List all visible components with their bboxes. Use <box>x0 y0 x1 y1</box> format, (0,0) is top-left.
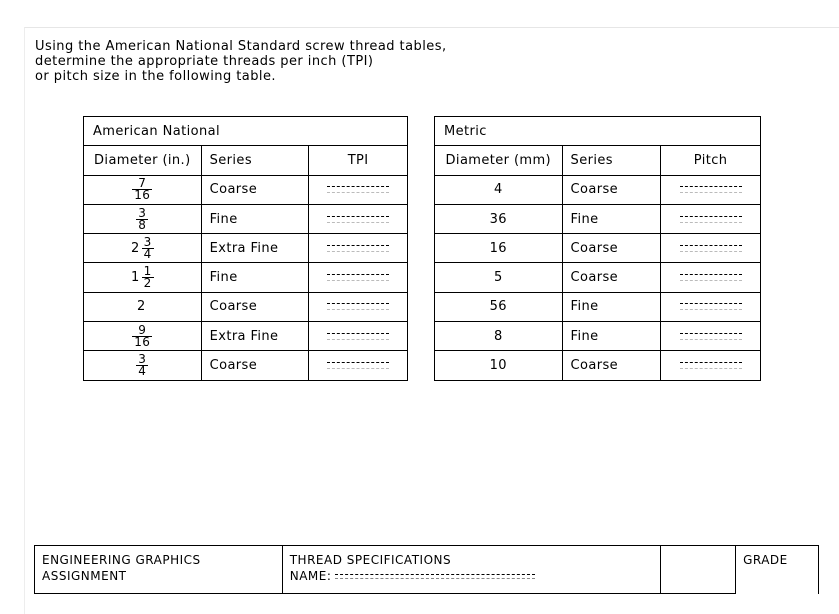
metric-table-title: Metric <box>435 117 761 146</box>
metric-series-cell: Coarse <box>562 351 661 380</box>
course-assignment-label: ASSIGNMENT <box>42 569 127 583</box>
tpi-answer-blank[interactable] <box>327 216 389 223</box>
metric-diameter-cell: 4 <box>435 175 563 204</box>
tpi-answer-cell[interactable] <box>309 292 408 321</box>
diameter-fraction <box>136 205 148 232</box>
pitch-answer-cell[interactable] <box>661 204 761 233</box>
american-table-row <box>84 204 408 233</box>
american-table-row <box>84 234 408 263</box>
metric-header-pitch: Pitch <box>661 146 761 175</box>
american-series-cell: Fine <box>201 204 309 233</box>
american-table-row <box>84 351 408 380</box>
american-table-row <box>84 263 408 292</box>
metric-diameter-cell: 5 <box>435 263 563 292</box>
fraction-numerator: 3 <box>138 352 147 367</box>
metric-table-row <box>435 204 761 233</box>
american-header-series: Series <box>201 146 309 175</box>
fraction-numerator: 1 <box>143 264 152 279</box>
instructions-line-2: determine the appropriate threads per inch (TPI) <box>35 54 374 69</box>
pitch-answer-blank[interactable] <box>680 186 742 193</box>
tpi-answer-blank[interactable] <box>327 274 389 281</box>
tpi-answer-blank[interactable] <box>327 333 389 340</box>
metric-header-series: Series <box>562 146 661 175</box>
pitch-answer-cell[interactable] <box>661 292 761 321</box>
fraction-numerator: 7 <box>138 176 147 191</box>
metric-table-row <box>435 234 761 263</box>
american-table-title: American National <box>84 117 408 146</box>
metric-table <box>434 116 761 381</box>
pitch-answer-blank[interactable] <box>680 333 742 340</box>
grade-cell <box>736 546 819 594</box>
diameter-fraction <box>132 178 152 201</box>
fraction-numerator: 3 <box>138 205 147 220</box>
american-diameter-cell <box>84 204 202 233</box>
american-diameter-cell <box>84 175 202 204</box>
diameter-whole: 2 <box>136 299 146 315</box>
name-field[interactable] <box>335 574 535 579</box>
diameter-whole: 2 <box>130 240 140 256</box>
metric-diameter-cell: 36 <box>435 204 563 233</box>
metric-table-body <box>435 175 761 380</box>
pitch-answer-cell[interactable] <box>661 322 761 351</box>
tpi-answer-cell[interactable] <box>309 175 408 204</box>
fraction-denominator: 2 <box>143 276 152 291</box>
pitch-answer-cell[interactable] <box>661 263 761 292</box>
blank-cell <box>661 546 736 594</box>
fraction-denominator: 8 <box>138 217 147 232</box>
metric-table-row <box>435 175 761 204</box>
diameter-fraction <box>136 354 148 377</box>
fraction-numerator: 9 <box>138 322 147 337</box>
metric-diameter-cell: 56 <box>435 292 563 321</box>
metric-series-cell: Coarse <box>562 175 661 204</box>
american-series-cell: Coarse <box>201 351 309 380</box>
title-block <box>34 545 819 594</box>
metric-diameter-cell: 8 <box>435 322 563 351</box>
metric-series-cell: Fine <box>562 322 661 351</box>
metric-series-cell: Fine <box>562 292 661 321</box>
american-diameter-cell <box>84 263 202 292</box>
diameter-fraction <box>132 322 152 349</box>
pitch-answer-cell[interactable] <box>661 234 761 263</box>
pitch-answer-cell[interactable] <box>661 351 761 380</box>
name-label: NAME: <box>289 569 332 583</box>
american-table-row <box>84 322 408 351</box>
metric-series-cell: Coarse <box>562 263 661 292</box>
metric-diameter-cell: 16 <box>435 234 563 263</box>
tpi-answer-cell[interactable] <box>309 263 408 292</box>
assignment-cell <box>282 546 661 594</box>
american-diameter-cell <box>84 292 202 321</box>
tpi-answer-cell[interactable] <box>309 204 408 233</box>
tpi-answer-cell[interactable] <box>309 322 408 351</box>
american-diameter-cell <box>84 351 202 380</box>
pitch-answer-blank[interactable] <box>680 216 742 223</box>
pitch-answer-cell[interactable] <box>661 175 761 204</box>
pitch-answer-blank[interactable] <box>680 362 742 369</box>
tpi-answer-blank[interactable] <box>327 186 389 193</box>
metric-series-cell: Coarse <box>562 234 661 263</box>
pitch-answer-blank[interactable] <box>680 303 742 310</box>
grade-label: GRADE <box>743 553 788 567</box>
tpi-answer-blank[interactable] <box>327 245 389 252</box>
course-cell <box>35 546 283 594</box>
american-diameter-cell <box>84 322 202 351</box>
fraction-denominator: 16 <box>134 188 151 203</box>
instructions-line-3: or pitch size in the following table. <box>35 69 276 84</box>
tpi-answer-blank[interactable] <box>327 362 389 369</box>
pitch-answer-blank[interactable] <box>680 245 742 252</box>
american-series-cell: Coarse <box>201 292 309 321</box>
diameter-fraction <box>142 234 154 261</box>
instructions-line-1: Using the American National Standard screw thread tables, <box>35 39 447 54</box>
metric-table-row <box>435 292 761 321</box>
tpi-answer-blank[interactable] <box>327 303 389 310</box>
american-series-cell: Extra Fine <box>201 322 309 351</box>
american-series-cell: Extra Fine <box>201 234 309 263</box>
fraction-denominator: 4 <box>143 246 152 261</box>
instructions-text <box>35 39 447 84</box>
american-table-row <box>84 292 408 321</box>
tpi-answer-cell[interactable] <box>309 234 408 263</box>
american-table-row <box>84 175 408 204</box>
pitch-answer-blank[interactable] <box>680 274 742 281</box>
metric-series-cell: Fine <box>562 204 661 233</box>
metric-table-row <box>435 322 761 351</box>
assignment-title: THREAD SPECIFICATIONS <box>289 553 452 567</box>
fraction-denominator: 16 <box>134 334 151 349</box>
course-name: ENGINEERING GRAPHICS <box>42 553 201 567</box>
metric-table-row <box>435 263 761 292</box>
american-series-cell: Fine <box>201 263 309 292</box>
american-header-tpi: TPI <box>309 146 408 175</box>
american-diameter-cell <box>84 234 202 263</box>
tpi-answer-cell[interactable] <box>309 351 408 380</box>
diameter-whole: 1 <box>130 270 140 286</box>
american-header-diameter: Diameter (in.) <box>84 146 202 175</box>
american-table-body <box>84 175 408 380</box>
american-national-table <box>83 116 408 381</box>
metric-header-diameter: Diameter (mm) <box>435 146 563 175</box>
fraction-denominator: 4 <box>138 364 147 379</box>
metric-diameter-cell: 10 <box>435 351 563 380</box>
diameter-fraction <box>142 266 154 289</box>
metric-table-row <box>435 351 761 380</box>
american-series-cell: Coarse <box>201 175 309 204</box>
fraction-numerator: 3 <box>143 234 152 249</box>
